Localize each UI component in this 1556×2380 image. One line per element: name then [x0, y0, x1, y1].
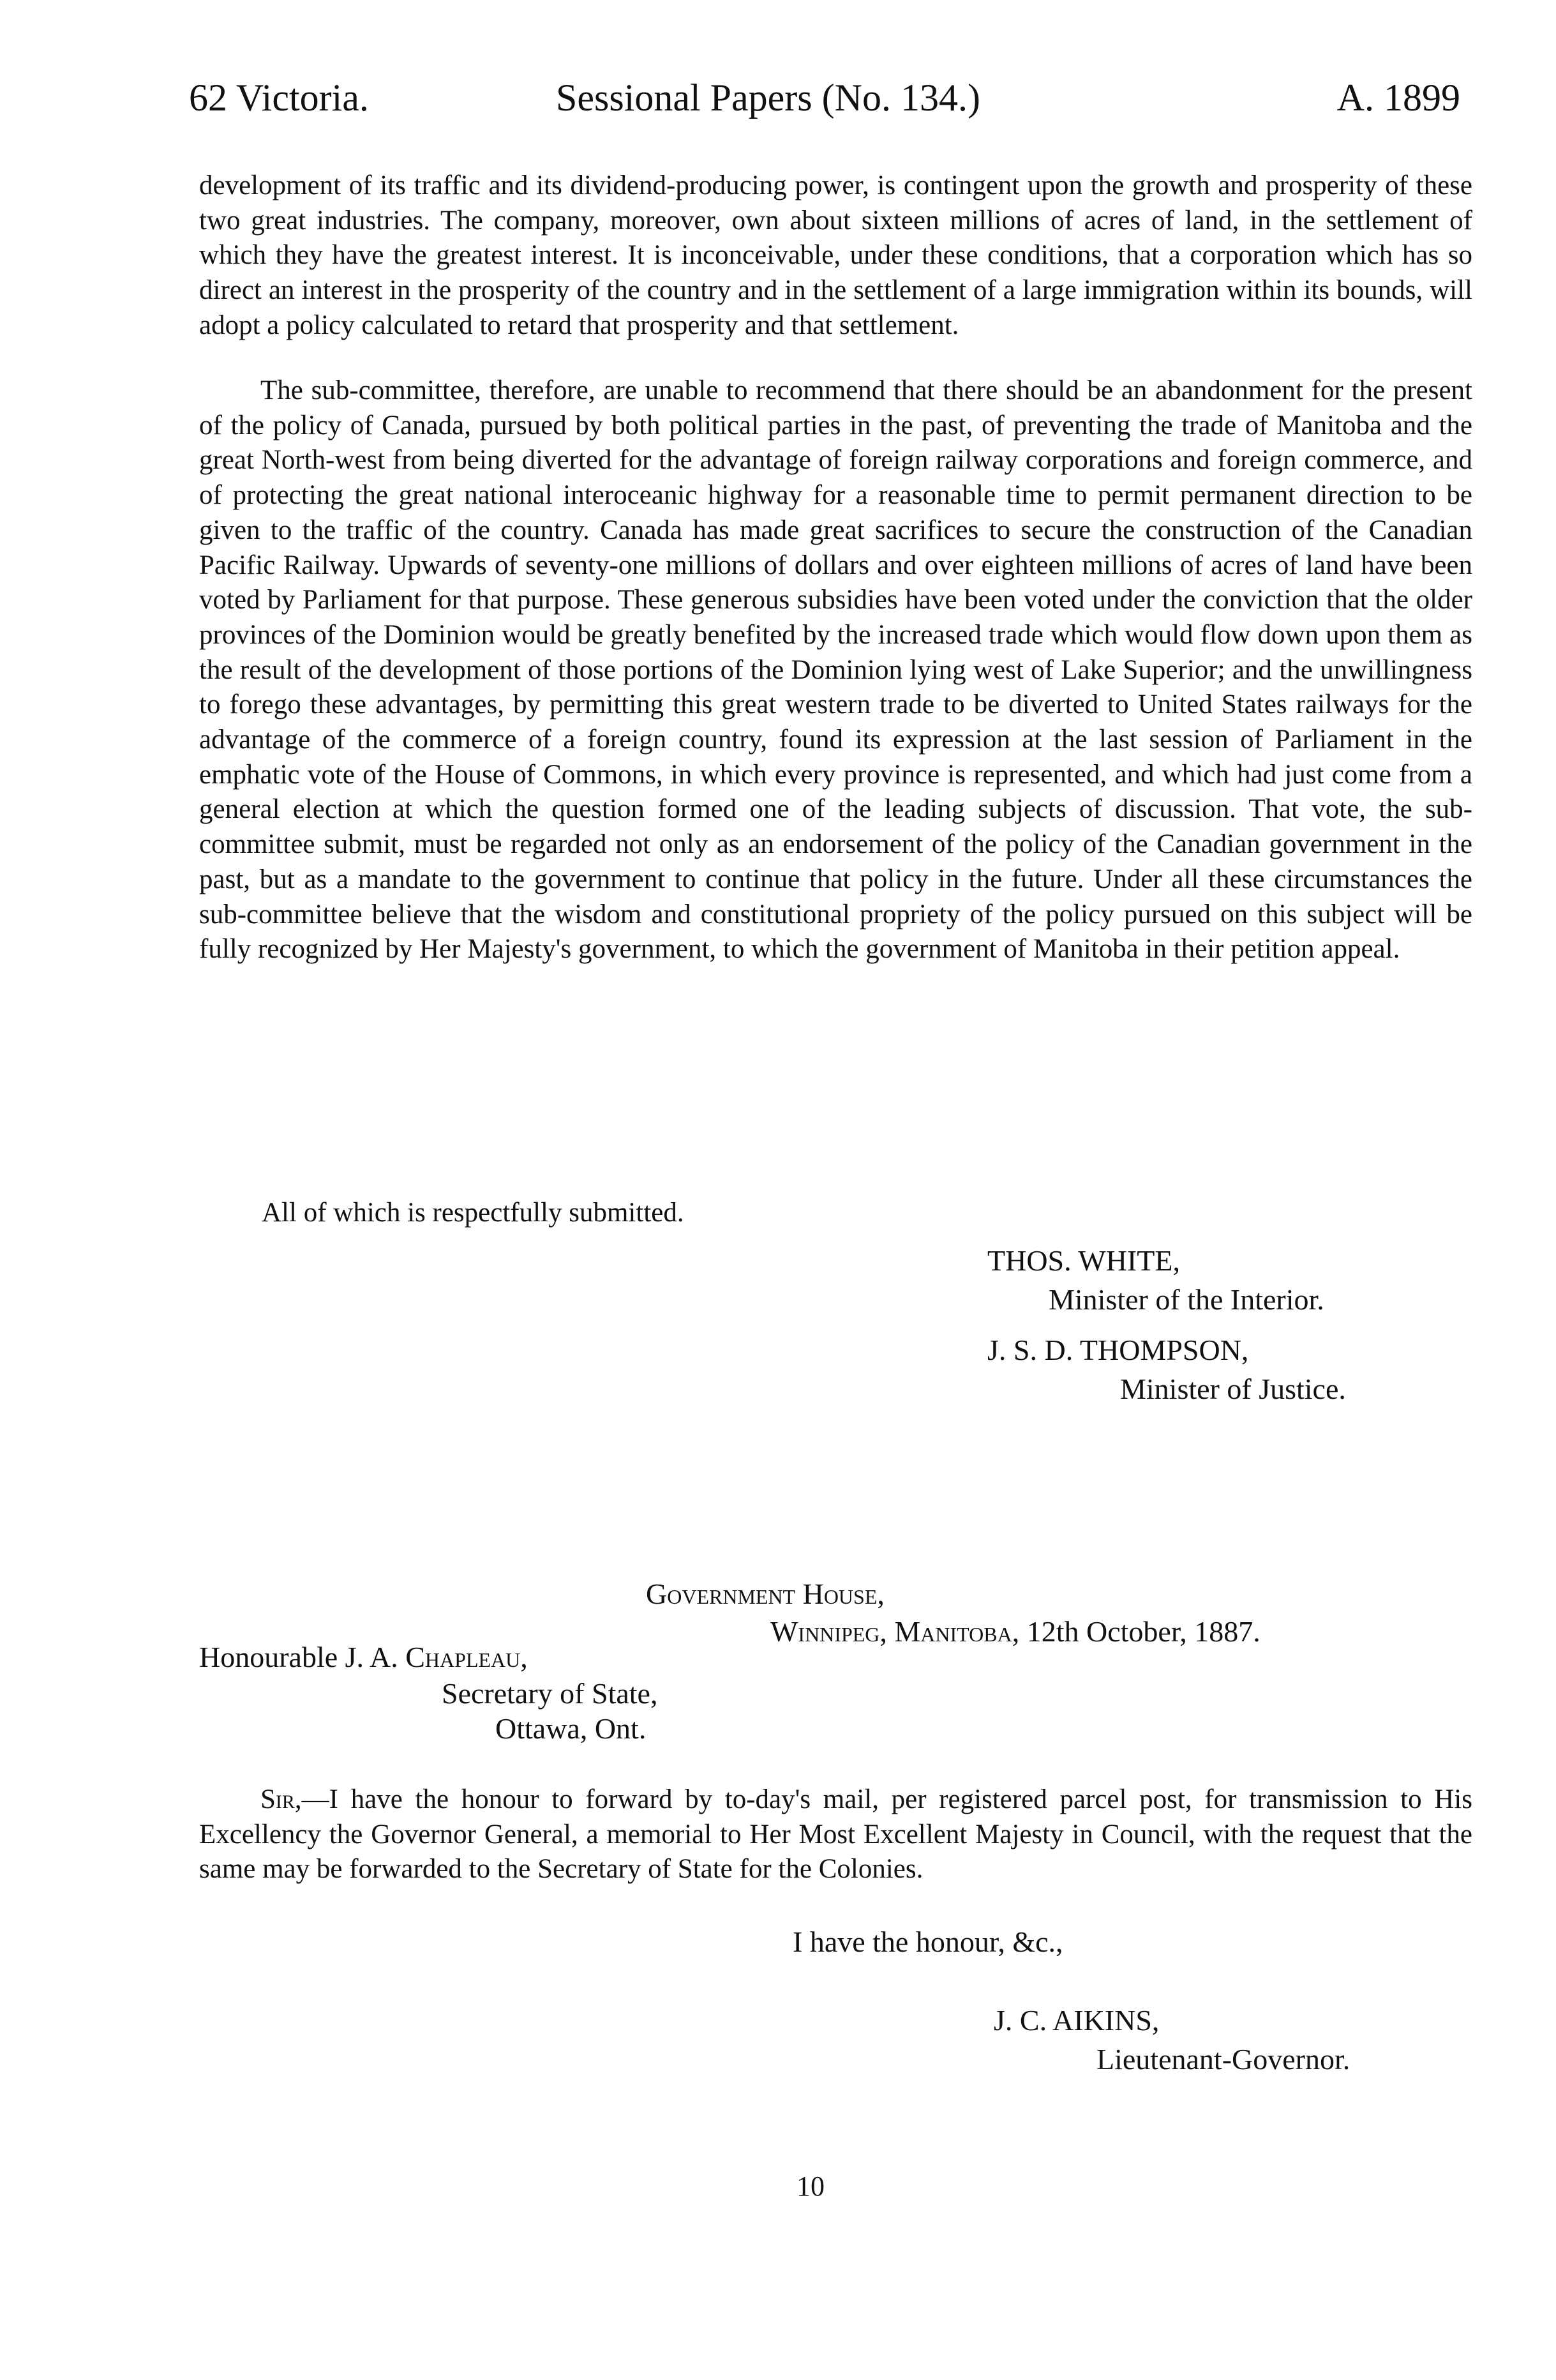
letter-body-text: —I have the honour to forward by to-day's mail, per registered parcel post, for transmission to His Excellency the Governor General, a memorial to Her Most Excellent Majesty in Council, with the request that the same may be forwarded to the Secretary of State for the Colonies.	[199, 1784, 1472, 1885]
letter-addressee	[199, 1638, 528, 1676]
letter-place-line-1: Government House,	[646, 1578, 885, 1610]
signatory-2-title: Minister of Justice.	[1120, 1373, 1346, 1405]
report-closing: All of which is respectfully submitted.	[262, 1198, 684, 1228]
addressee-surname: Chapleau,	[405, 1641, 528, 1673]
letter-city: Winnipeg, Manitoba,	[770, 1615, 1020, 1648]
letter-place-line-2	[770, 1613, 1261, 1651]
letter-body	[199, 1782, 1472, 1887]
running-header	[189, 69, 1460, 126]
letter-date: 12th October, 1887.	[1026, 1615, 1261, 1648]
signatory-2-name: J. S. D. THOMPSON,	[987, 1334, 1249, 1366]
letter-signatory-title: Lieutenant-Governor.	[1096, 2043, 1350, 2075]
report-paragraph-1: development of its traffic and its dividend-producing power, is contingent upon the growth and prosperity of these two great industries. The company, moreover, own about sixteen millions of acres of land, in the settlement of which they have the greatest interest. It is inconceivable, under these conditions, that a corporation which has so direct an interest in the prosperity of the country and in the settlement of a large immigration within its bounds, will adopt a policy calculated to retard that prosperity and that settlement.	[199, 170, 1472, 340]
header-session: 62 Victoria.	[189, 77, 369, 119]
addressee-place: Ottawa, Ont.	[495, 1712, 647, 1745]
letter-salutation: Sir,	[260, 1784, 302, 1814]
signatory-1-title: Minister of the Interior.	[1049, 1283, 1324, 1316]
addressee-title: Secretary of State,	[442, 1677, 658, 1710]
header-series: Sessional Papers (No. 134.)	[556, 77, 980, 119]
addressee-prefix: Honourable J. A.	[199, 1641, 398, 1673]
letter-closing: I have the honour, &c.,	[793, 1925, 1063, 1958]
header-year: A. 1899	[1336, 77, 1460, 119]
letter-signatory-name: J. C. AIKINS,	[994, 2004, 1160, 2037]
signatory-1-name: THOS. WHITE,	[987, 1244, 1180, 1277]
report-paragraph-2: The sub-committee, therefore, are unable to recommend that there should be an abandonment for the present of the policy of Canada, pursued by both political parties in the past, of preventing the trade of Manitoba and the great North-west from being diverted for the advantage of foreign railway corporations and foreign commerce, and of protecting the great national interoceanic highway for a reasonable time to permit permanent direction to be given to the traffic of the country. Canada has made great sacrifices to secure the construction of the Canadian Pacific Railway. Upwards of seventy-one millions of dollars and over eighteen millions of acres of land have been voted by Parliament for that purpose. These generous subsidies have been voted under the conviction that the older provinces of the Dominion would be greatly benefited by the increased trade which would flow down upon them as the result of the development of those portions of the Dominion lying west of Lake Superior; and the unwillingness to forego these advantages, by permitting this great western trade to be diverted to United States railways for the advantage of the commerce of a foreign country, found its expression at the last session of Parliament in the emphatic vote of the House of Commons, in which every province is represented, and which had just come from a general election at which the question formed one of the leading subjects of discussion. That vote, the sub-committee submit, must be regarded not only as an endorsement of the policy of the Canadian government in the past, but as a mandate to the government to continue that policy in the future. Under all these circumstances the sub-committee believe that the wisdom and constitutional propriety of the policy pursued on this subject will be fully recognized by Her Majesty's government, to which the government of Manitoba in their petition appeal.	[199, 375, 1472, 965]
page-number: 10	[797, 2171, 825, 2202]
